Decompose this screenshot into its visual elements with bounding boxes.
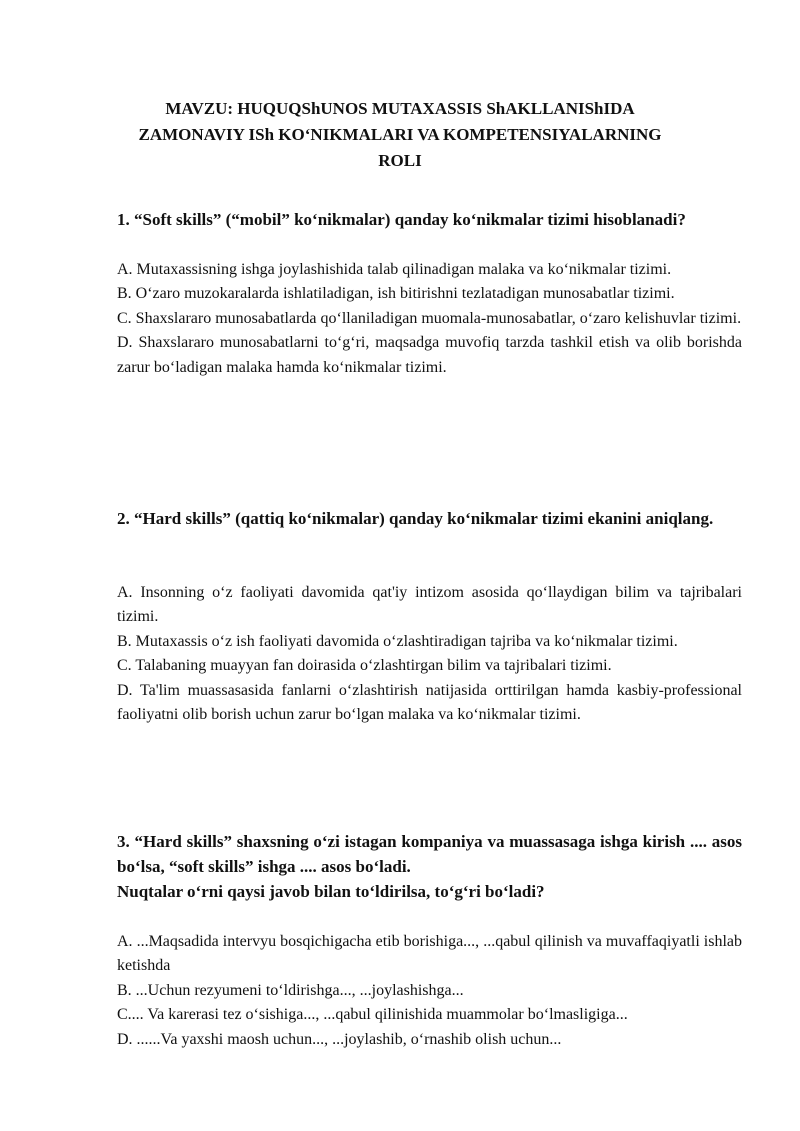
option-d: D. Ta'lim muassasasida fanlarni oʻzlashtirish natijasida orttirilgan hamda kasbiy-professional faoliyatni olib borish uchun zarur boʻlgan malaka va koʻnikmalar tizimi. (117, 681, 742, 724)
option-c: C.... Va karerasi tez oʻsishiga..., ...qabul qilinishida muammolar boʻlmasligiga... (117, 1006, 628, 1024)
option-b: B. ...Uchun rezyumeni toʻldirishga..., ...joylashishga... (117, 981, 464, 999)
question-1-options (117, 258, 742, 380)
option-b: B. Oʻzaro muzokaralarda ishlatiladigan, ish bitirishni tezlatadigan munosabatlar tizimi. (117, 285, 675, 303)
question-3-statement: 3. “Hard skills” shaxsning oʻzi istagan kompaniya va muassasaga ishga kirish .... asos boʻlsa, “soft skills” ishga .... asos boʻladi. (117, 832, 742, 876)
question-3 (117, 829, 742, 904)
option-a: A. Mutaxassisning ishga joylashishida talab qilinadigan malaka va koʻnikmalar tizimi. (117, 261, 672, 278)
title-line: MAVZU: HUQUQShUNOS MUTAXASSIS ShAKLLANIShIDA (165, 99, 635, 118)
question-3-prompt: Nuqtalar oʻrni qaysi javob bilan toʻldirilsa, toʻgʻri boʻladi? (117, 882, 545, 901)
option-a: A. ...Maqsadida intervyu bosqichigacha etib borishiga..., ...qabul qilinish va muvaffaqiyatli ishlab ketishda (117, 933, 742, 975)
question-1: 1. “Soft skills” (“mobil” koʻnikmalar) qanday koʻnikmalar tizimi hisoblanadi? (117, 210, 686, 229)
option-a: A. Insonning oʻz faoliyati davomida qat'iy intizom asosida qoʻllaydigan bilim va tajribalari tizimi. (117, 584, 742, 626)
option-c: C. Talabaning muayyan fan doirasida oʻzlashtirgan bilim va tajribalari tizimi. (117, 657, 612, 675)
title-line: ZAMONAVIY ISh KOʻNIKMALARI VA KOMPETENSIYALARNING (138, 125, 662, 144)
option-b: B. Mutaxassis oʻz ish faoliyati davomida oʻzlashtiradigan tajriba va koʻnikmalar tizimi. (117, 632, 678, 650)
title-line: ROLI (378, 151, 422, 170)
option-d: D. ......Va yaxshi maosh uchun..., ...joylashib, oʻrnashib olish uchun... (117, 1030, 562, 1048)
question-2-options (117, 581, 742, 727)
question-3-options (117, 930, 742, 1052)
document-title (110, 96, 690, 174)
option-d: D. Shaxslararo munosabatlarni toʻgʻri, maqsadga muvofiq tarzda tashkil etish va olib borishda zarur boʻladigan malaka hamda koʻnikmalar tizimi. (117, 334, 742, 376)
question-2: 2. “Hard skills” (qattiq koʻnikmalar) qanday koʻnikmalar tizimi ekanini aniqlang. (117, 509, 714, 528)
option-c: C. Shaxslararo munosabatlarda qoʻllaniladigan muomala-munosabatlar, oʻzaro kelishuvlar tizimi. (117, 309, 742, 327)
